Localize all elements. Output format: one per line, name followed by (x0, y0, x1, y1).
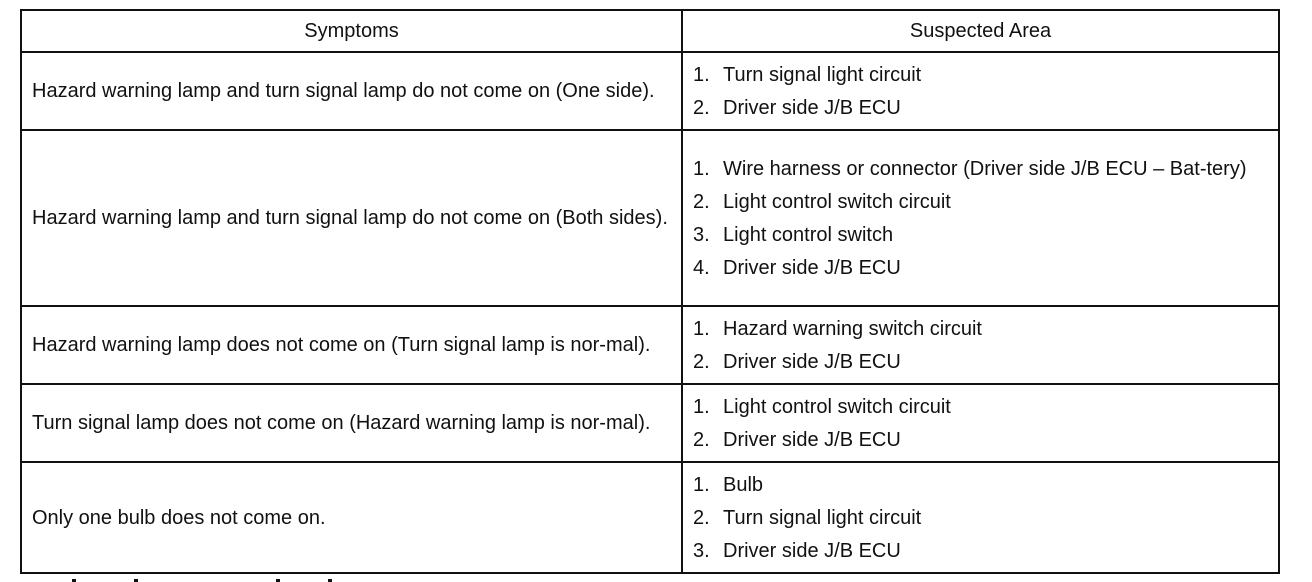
list-item (693, 469, 1268, 502)
item-text: Light control switch circuit (723, 191, 951, 213)
list-item (693, 313, 1268, 346)
item-number: 4. (693, 257, 710, 279)
item-text: Driver side J/B ECU (723, 257, 901, 279)
table-row (21, 52, 1279, 130)
suspected-area-list (693, 391, 1268, 457)
item-number: 1. (693, 396, 710, 418)
table-row (21, 462, 1279, 573)
item-number: 2. (693, 191, 710, 213)
list-item (693, 502, 1268, 535)
list-item (693, 186, 1268, 219)
item-text: Light control switch (723, 224, 894, 246)
item-number: 1. (693, 64, 710, 86)
list-item (693, 252, 1268, 285)
list-item (693, 346, 1268, 379)
list-item (693, 535, 1268, 568)
symptoms-header: Symptoms (21, 10, 682, 52)
table-row (21, 130, 1279, 306)
suspected-area-list (693, 313, 1268, 379)
list-item (693, 391, 1268, 424)
item-number: 2. (693, 351, 710, 373)
item-text: Bulb (723, 474, 764, 496)
suspected-area-list (693, 59, 1268, 125)
table-row (21, 384, 1279, 462)
suspected-area-cell (682, 384, 1279, 462)
item-text: Driver side J/B ECU (723, 351, 901, 373)
symptom-cell: Hazard warning lamp and turn signal lamp do not come on (Both sides). (21, 130, 682, 306)
item-number: 3. (693, 540, 710, 562)
list-item (693, 92, 1268, 125)
item-text: Hazard warning switch circuit (723, 318, 982, 340)
item-text: Driver side J/B ECU (723, 540, 901, 562)
table-row (21, 306, 1279, 384)
list-item (693, 424, 1268, 457)
item-number: 1. (693, 318, 710, 340)
suspected-area-list (693, 153, 1268, 285)
symptom-cell: Turn signal lamp does not come on (Hazard warning lamp is nor-mal). (21, 384, 682, 462)
table-header-row (21, 10, 1279, 52)
item-number: 2. (693, 507, 710, 529)
list-item (693, 153, 1268, 186)
cropped-text-fragment (20, 574, 360, 582)
symptom-cell: Hazard warning lamp and turn signal lamp do not come on (One side). (21, 52, 682, 130)
item-text: Driver side J/B ECU (723, 97, 901, 119)
suspected-area-cell (682, 130, 1279, 306)
suspected-area-cell (682, 462, 1279, 573)
suspected-area-cell (682, 306, 1279, 384)
item-text: Wire harness or connector (Driver side J/B ECU – Bat-tery) (723, 158, 1247, 180)
item-text: Light control switch circuit (723, 396, 951, 418)
item-number: 2. (693, 429, 710, 451)
item-number: 2. (693, 97, 710, 119)
item-number: 3. (693, 224, 710, 246)
item-text: Turn signal light circuit (723, 507, 922, 529)
symptom-cell: Only one bulb does not come on. (21, 462, 682, 573)
suspected-area-cell (682, 52, 1279, 130)
item-number: 1. (693, 158, 710, 180)
symptom-cell: Hazard warning lamp does not come on (Turn signal lamp is nor-mal). (21, 306, 682, 384)
troubleshooting-table (20, 9, 1280, 574)
list-item (693, 59, 1268, 92)
item-number: 1. (693, 474, 710, 496)
item-text: Driver side J/B ECU (723, 429, 901, 451)
suspected-area-header: Suspected Area (682, 10, 1279, 52)
list-item (693, 219, 1268, 252)
item-text: Turn signal light circuit (723, 64, 922, 86)
suspected-area-list (693, 469, 1268, 568)
